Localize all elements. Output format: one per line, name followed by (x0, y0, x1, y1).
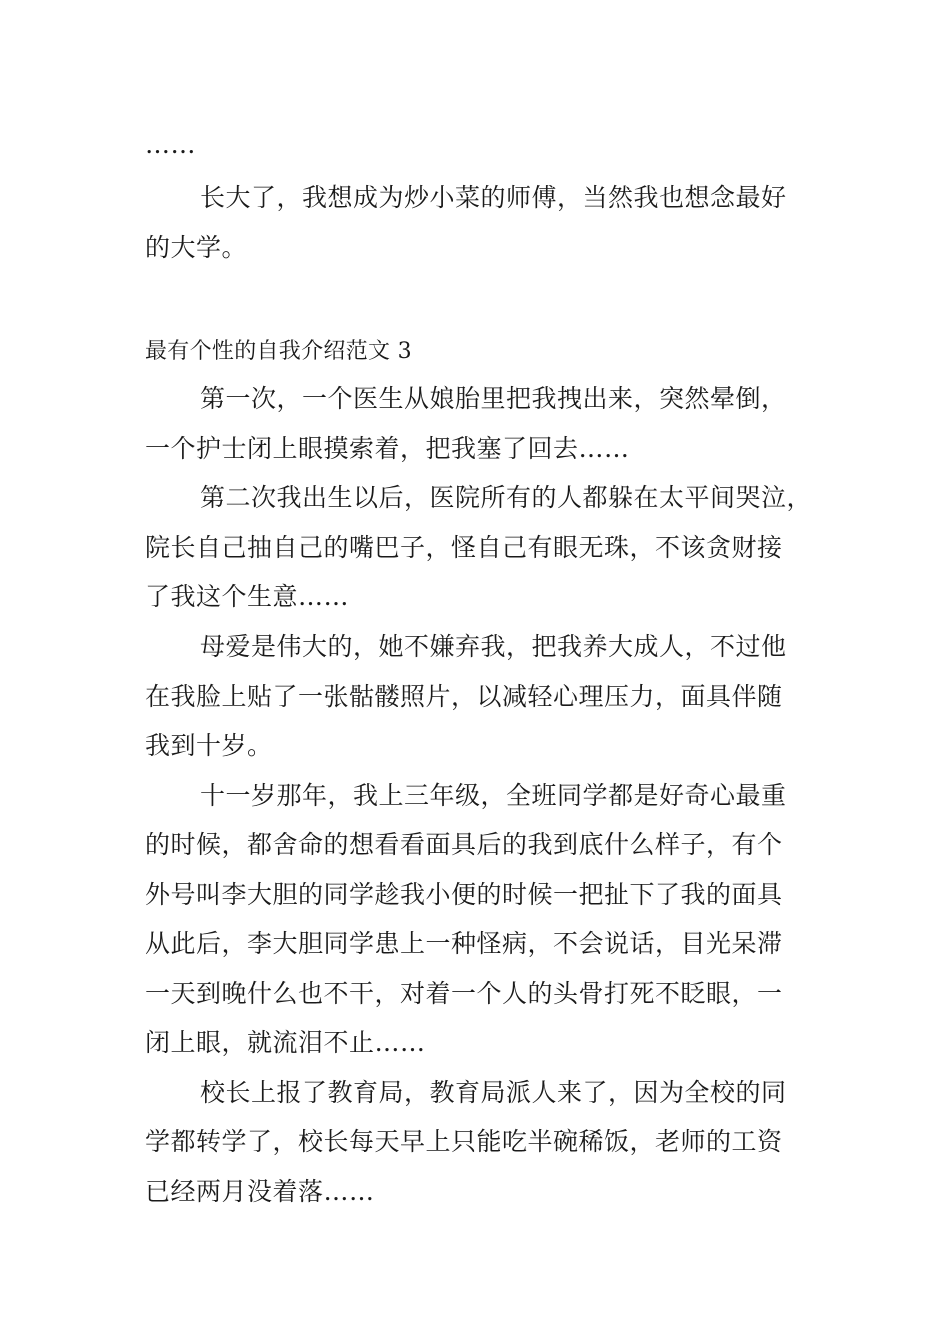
text-line: 闭上眼，就流泪不止…… (145, 1028, 426, 1057)
text-line: 外号叫李大胆的同学趁我小便的时候一把扯下了我的面具 (145, 880, 783, 909)
text-line: 第一次，一个医生从娘胎里把我拽出来，突然晕倒， (200, 384, 787, 413)
text-line: 院长自己抽自己的嘴巴子，怪自己有眼无珠，不该贪财接 (145, 533, 783, 562)
text-line: 我到十岁。 (145, 731, 273, 760)
text-line: 了我这个生意…… (145, 582, 350, 611)
text-line: 一个护士闭上眼摸索着，把我塞了回去…… (145, 434, 630, 463)
text-line: …… (145, 130, 196, 159)
section-heading: 最有个性的自我介绍范文 3 (145, 339, 412, 364)
text-line: 十一岁那年，我上三年级，全班同学都是好奇心最重 (200, 781, 787, 810)
text-line: 母爱是伟大的，她不嫌弃我，把我养大成人，不过他 (200, 632, 787, 661)
text-line: 已经两月没着落…… (145, 1177, 375, 1206)
text-line: 从此后，李大胆同学患上一种怪病，不会说话，目光呆滞 (145, 929, 783, 958)
text-line: 校长上报了教育局，教育局派人来了，因为全校的同 (200, 1078, 787, 1107)
text-line: 的大学。 (145, 233, 248, 262)
text-line: 第二次我出生以后，医院所有的人都躲在太平间哭泣， (200, 483, 813, 512)
text-line: 学都转学了，校长每天早上只能吃半碗稀饭，老师的工资 (145, 1127, 783, 1156)
text-line: 的时候，都舍命的想看看面具后的我到底什么样子，有个 (145, 830, 783, 859)
text-line: 长大了，我想成为炒小菜的师傅，当然我也想念最好 (200, 183, 787, 212)
text-line: 在我脸上贴了一张骷髅照片，以减轻心理压力，面具伴随 (145, 682, 783, 711)
text-line: 一天到晚什么也不干，对着一个人的头骨打死不眨眼，一 (145, 979, 783, 1008)
